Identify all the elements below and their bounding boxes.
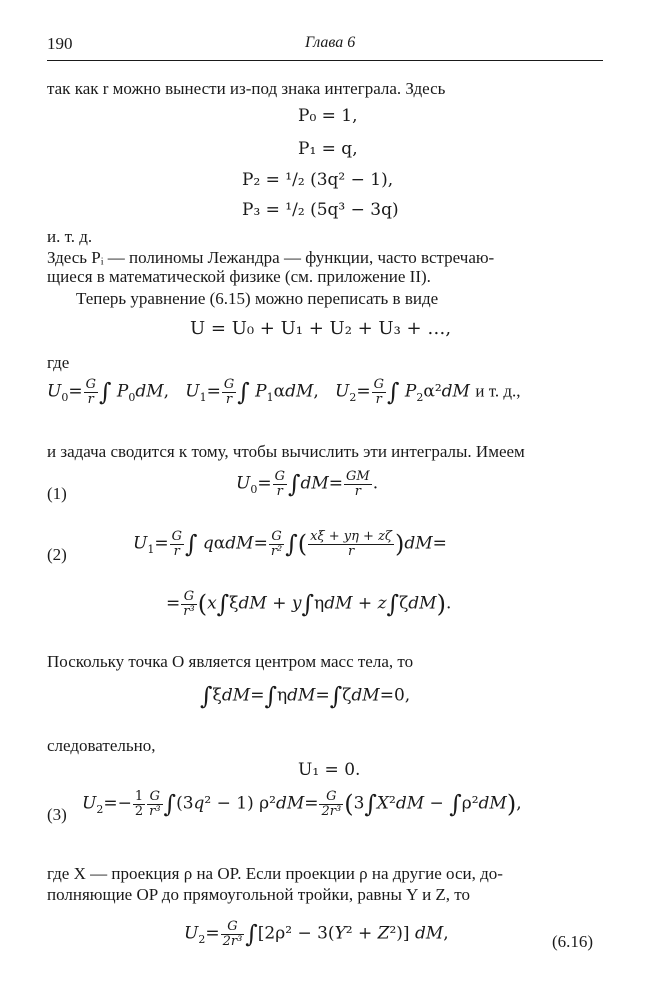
text-center-of-mass: Поскольку точка О является центром масс тела, то: [47, 652, 414, 671]
equation-u1-line2: = $\frac{G}{\text{r³}}$ (x∫ξdM + y∫ηdM + z∫ζdM).: [166, 589, 452, 619]
text-sledovatelno: следовательно,: [47, 736, 156, 755]
equation-p1: P₁ = q,: [298, 139, 358, 159]
equation-u1-zero: U₁ = 0.: [298, 760, 361, 780]
equation-u-series: U = U₀ + U₁ + U₂ + U₃ + …,: [190, 318, 452, 339]
text-legendre-1: Здесь Pᵢ — полиномы Лежандра — функции, часто встречаю-: [47, 248, 495, 267]
header-rule: [47, 60, 603, 61]
equation-p3: P₃ = ¹/₂ (5q³ − 3q): [242, 200, 399, 220]
equation-u1-line1: $U_1=$ $\frac{G}{r}$ ∫ qαdM= $\frac{G}{\text{r²}}$ ∫( $\frac{x\xi + y\eta + z\zeta}{r}$ )dM=: [133, 529, 447, 559]
chapter-title: Глава 6: [305, 34, 356, 51]
item-label-3: (3): [47, 805, 67, 824]
page-number: 190: [47, 34, 73, 53]
equation-number-6-16: (6.16): [552, 932, 594, 951]
text-projection-2: полняющие OP до прямоугольной тройки, равны Y и Z, то: [47, 885, 471, 904]
text-line-1: так как r можно вынести из-под знака интеграла. Здесь: [47, 79, 446, 98]
equation-u0: $U_0=$ $\frac{G}{r}$ ∫dM= $\frac{GM}{r}$ .: [236, 469, 379, 499]
text-projection-1: где X — проекция ρ на OP. Если проекции ρ на другие оси, до-: [47, 864, 503, 883]
running-header: [47, 34, 603, 58]
equation-6-16: $U_2=$ $\frac{G}{\text{2r³}}$ ∫[2ρ² − 3(Y² + Z²)] dM,: [184, 919, 449, 949]
equation-moments-zero: ∫ξdM=∫ηdM=∫ζdM=0,: [200, 682, 411, 710]
text-itd: и. т. д.: [47, 227, 93, 246]
equation-u-definitions: $U_0=$ $\frac{G}{r}$ ∫ $P_0dM$, $U_1=$ $\frac{G}{r}$ ∫ $P_1\alpha dM$, $U_2=$ $\frac{G}{r}$ ∫ $P_2\alpha^2dM$ и т. д.,: [47, 377, 521, 407]
item-label-2: (2): [47, 545, 67, 564]
equation-p2: P₂ = ¹/₂ (3q² − 1),: [242, 170, 394, 190]
item-label-1: (1): [47, 484, 67, 503]
text-gde: где: [47, 353, 70, 372]
text-rewrite: Теперь уравнение (6.15) можно переписать в виде: [76, 289, 439, 308]
text-and-so-on: и т. д.,: [475, 381, 521, 401]
equation-u2: $U_2=-$ $\frac{1}{2}$ $\frac{G}{\text{r³}}$ ∫(3q² − 1) ρ²dM= $\frac{G}{\text{2r³}}$ (3∫X²dM − ∫ρ²dM),: [82, 789, 522, 819]
equation-p0: P₀ = 1,: [298, 106, 358, 126]
text-legendre-2: щиеся в математической физике (см. приложение II).: [47, 267, 431, 286]
text-task: и задача сводится к тому, чтобы вычислить эти интегралы. Имеем: [47, 442, 525, 461]
